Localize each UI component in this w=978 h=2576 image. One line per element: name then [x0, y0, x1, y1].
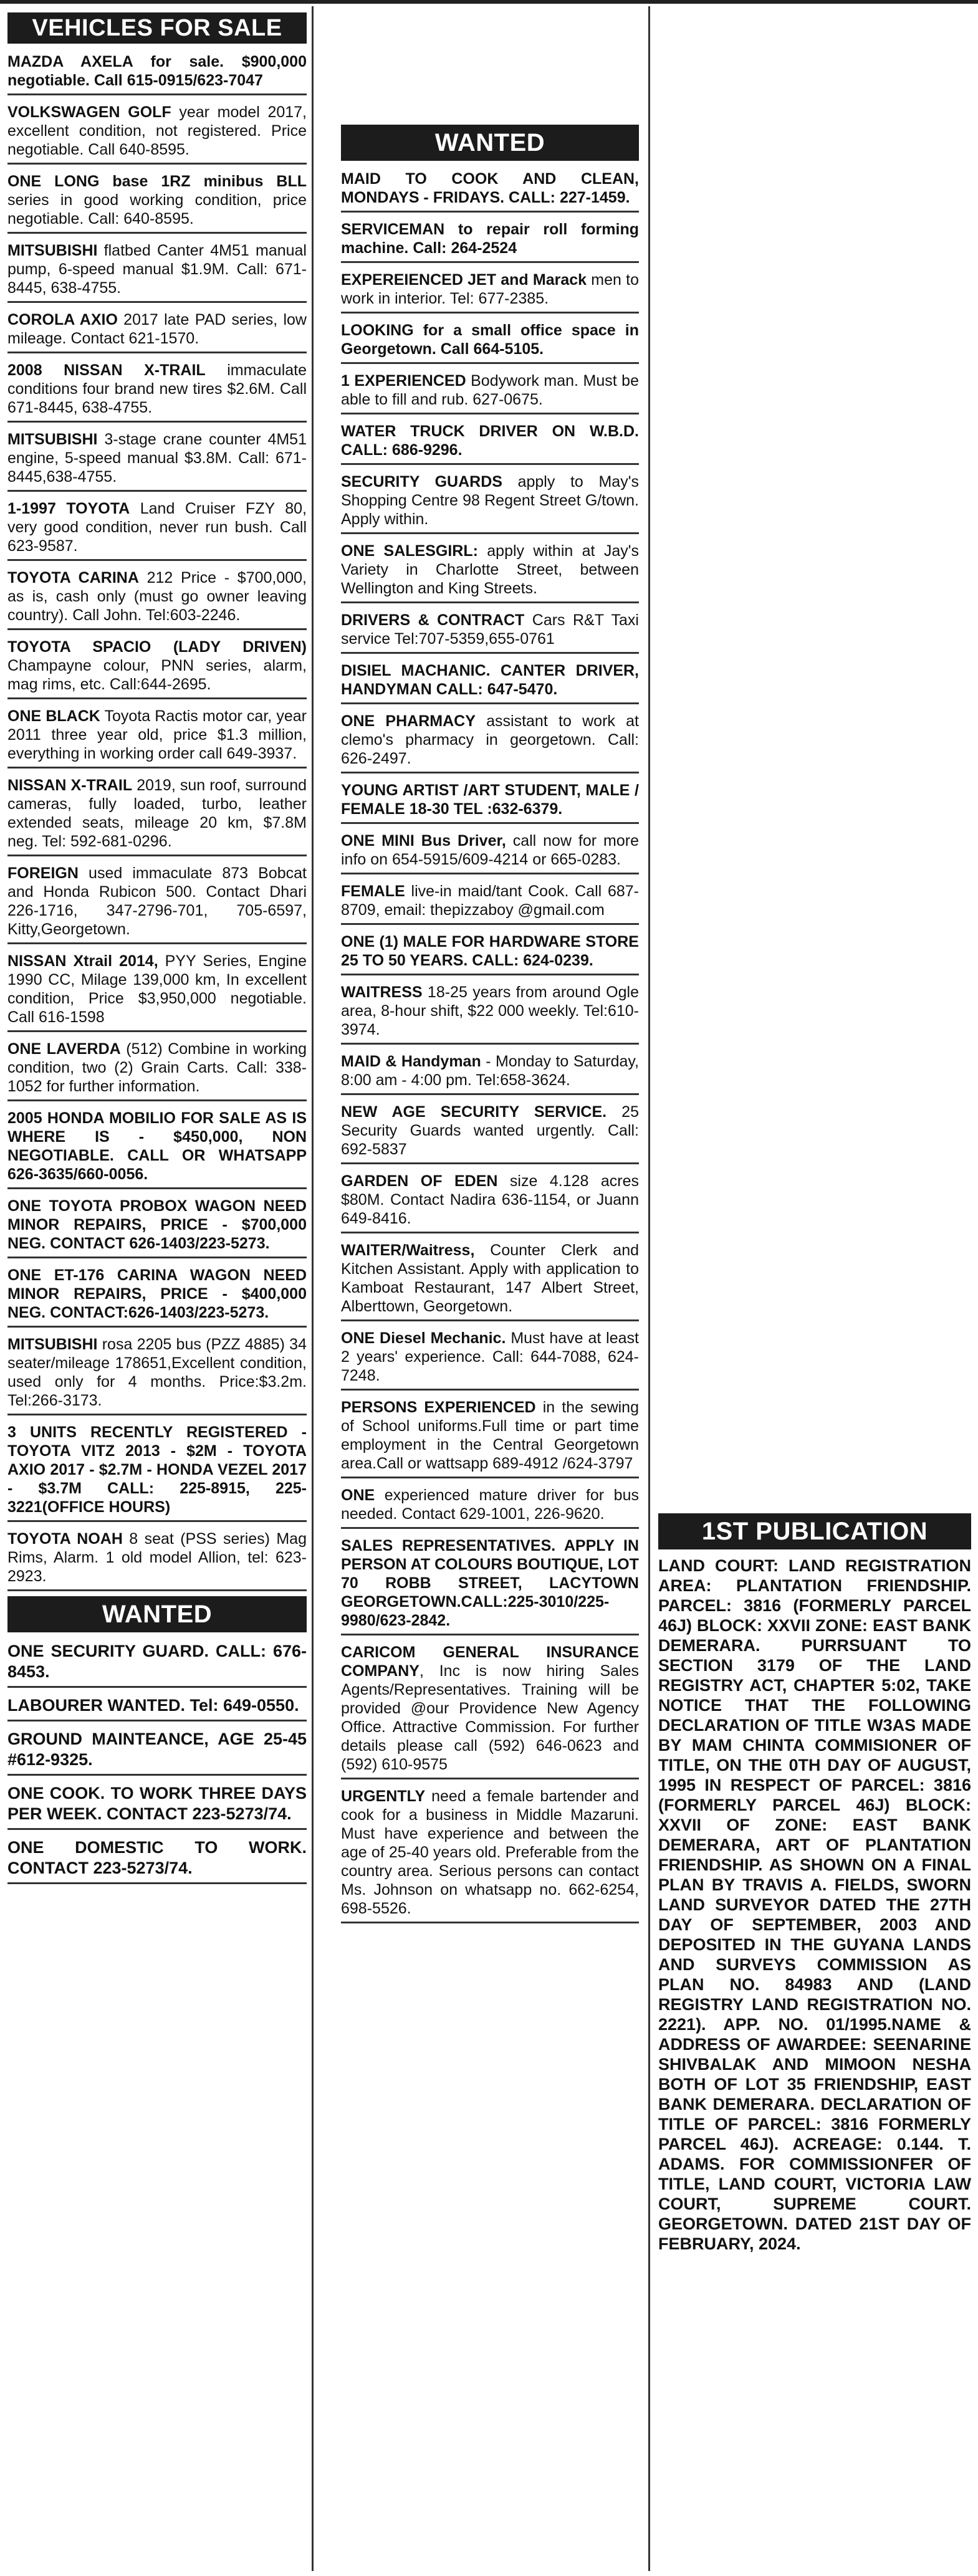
classified-ad [341, 930, 639, 975]
ad-lead: ONE SECURITY GUARD. CALL: 676-8453. [7, 1642, 307, 1681]
ad-lead: 3 UNITS RECENTLY REGISTERED - TOYOTA VITZ 2013 - $2M - TOYOTA AXIO 2017 - $2.7M - HONDA VEZEL 2017 - $3.7M CALL: 225-8915, 225-3221(OFFICE HOURS) [7, 1424, 307, 1516]
ad-lead: YOUNG ARTIST /ART STUDENT, MALE / FEMALE 18-30 TEL :632-6379. [341, 782, 639, 818]
section-heading-wanted-right: WANTED [341, 125, 639, 161]
ad-lead: MITSUBISHI [7, 431, 98, 448]
classified-ad [7, 1693, 307, 1721]
classified-ad [341, 218, 639, 263]
ad-lead: GARDEN OF EDEN [341, 1172, 498, 1190]
classified-ad [341, 879, 639, 925]
ad-lead: LABOURER WANTED. Tel: 649-0550. [7, 1696, 299, 1715]
ad-lead: MAID & Handyman [341, 1053, 481, 1070]
ad-body: flatbed Canter 4M51 manual pump, 6-speed manual $1.9M. Call: 671-8445, 638-4755. [7, 242, 307, 297]
ad-lead: MITSUBISHI [7, 1336, 98, 1353]
ad-body: Cars R&T Taxi service Tel:707-5359,655-0761 [341, 611, 639, 648]
ad-lead: ONE LAVERDA [7, 1040, 121, 1058]
classified-ad [341, 659, 639, 704]
classified-ad [341, 1238, 639, 1321]
classified-ad [341, 1396, 639, 1478]
ad-body: men to work in interior. Tel: 677-2385. [341, 271, 639, 307]
ad-body: , Inc is now hiring Sales Agents/Representatives. Training will be provided @our Providence New Agency Office. Attractive Commission. For further details please call (592) 646-0623 and (592) 610-9575 [341, 1662, 639, 1773]
classified-ad [7, 1194, 307, 1258]
classified-ad [341, 369, 639, 414]
ad-lead: DRIVERS & CONTRACT [341, 611, 525, 629]
ad-body: 3-stage crane counter 4M51 engine, 5-speed manual $3.8M. Call: 671-8445,638-4755. [7, 431, 307, 486]
classified-ad [7, 1781, 307, 1830]
classified-ad [7, 170, 307, 234]
ad-lead: DISIEL MACHANIC. CANTER DRIVER, HANDYMAN CALL: 647-5470. [341, 662, 639, 698]
classified-ad [341, 1483, 639, 1529]
classified-ad [7, 635, 307, 699]
classified-ad [341, 1640, 639, 1779]
ad-body: in the sewing of School uniforms.Full time or part time employment in the Central Georgetown area.Call or wattsapp 689-4912 /624-3797 [341, 1399, 639, 1472]
classified-ad [7, 50, 307, 95]
classified-ad [7, 308, 307, 353]
ad-body: 2017 late PAD series, low mileage. Contact 621-1570. [7, 311, 307, 347]
wanted-left-ad-list [7, 1639, 307, 1884]
ad-lead: ONE [341, 1487, 375, 1504]
classified-ad [7, 497, 307, 561]
ad-lead: ONE COOK. TO WORK THREE DAYS PER WEEK. CONTACT 223-5273/74. [7, 1784, 307, 1823]
ad-lead: ONE LONG base 1RZ minibus BLL [7, 173, 307, 190]
ad-lead: NISSAN X-TRAIL [7, 777, 133, 794]
classified-ad [7, 1037, 307, 1101]
ad-body: assistant to work at clemo's pharmacy in georgetown. Call: 626-2497. [341, 712, 639, 767]
ad-body: PYY Series, Engine 1990 CC, Milage 139,000 km, In excellent condition, Price $3,950,000 negotiable. Call 616-1598 [7, 952, 307, 1026]
ad-lead: VOLKSWAGEN GOLF [7, 103, 171, 121]
classified-ad [341, 1326, 639, 1391]
ad-body: series in good working condition, price negotiable. Call: 640-8595. [7, 191, 307, 227]
classified-ad [7, 1420, 307, 1522]
ad-body: 25 Security Guards wanted urgently. Call: 692-5837 [341, 1103, 639, 1158]
ad-lead: CARICOM GENERAL INSURANCE COMPANY [341, 1644, 639, 1680]
ad-lead: COROLA AXIO [7, 311, 118, 328]
vehicles-ad-list [7, 50, 307, 1591]
ad-body: call now for more info on 654-5915/609-4214 or 665-0283. [341, 832, 639, 868]
ad-body: - Monday to Saturday, 8:00 am - 4:00 pm. Tel:658-3624. [341, 1053, 639, 1089]
ad-lead: FEMALE [341, 883, 405, 900]
ad-lead: SECURITY GUARDS [341, 473, 502, 491]
ad-lead: ONE BLACK [7, 707, 100, 725]
ad-body: need a female bartender and cook for a business in Middle Mazaruni. Must have experience and between the age of 25-40 years old. Preferable from the country area. Serious persons can contact Ms. Johnson on whatsapp no. 662-6254, 698-5526. [341, 1788, 639, 1917]
ad-body: Champayne colour, PNN series, alarm, mag rims, etc. Call:644-2695. [7, 657, 307, 693]
top-rule [0, 0, 978, 4]
classified-ad [7, 861, 307, 944]
classified-ad [7, 949, 307, 1032]
wanted-right-ad-list [341, 167, 639, 1923]
ad-body: year model 2017, excellent condition, not registered. Price negotiable. Call 640-8595. [7, 103, 307, 158]
ad-lead: MAZDA AXELA for sale. $900,000 negotiable. Call 615-0915/623-7047 [7, 53, 307, 89]
classified-ad [341, 1050, 639, 1095]
classified-ad [7, 100, 307, 165]
classified-ad [341, 778, 639, 824]
ad-lead: ONE MINI Bus Driver, [341, 832, 506, 850]
classified-ad [341, 1784, 639, 1923]
ad-body: immaculate conditions four brand new tires $2.6M. Call 671-8445, 638-4755. [7, 362, 307, 416]
ad-body: used immaculate 873 Bobcat and Honda Rubicon 500. Contact Dhari 226-1716, 347-2796-701, 705-6597, Kitty,Georgetown. [7, 864, 307, 938]
classified-ad [341, 167, 639, 213]
classified-ad [341, 539, 639, 603]
ad-lead: WAITER/Waitress, [341, 1242, 475, 1259]
ad-lead: LOOKING for a small office space in Georgetown. Call 664-5105. [341, 322, 639, 358]
classified-ad [7, 1263, 307, 1328]
ad-lead: EXPEREIENCED JET and Marack [341, 271, 587, 289]
ad-lead: GROUND MAINTEANCE, AGE 25-45 #612-9325. [7, 1730, 307, 1769]
ad-lead: WATER TRUCK DRIVER ON W.B.D. CALL: 686-9296. [341, 423, 639, 459]
ad-lead: ONE Diesel Mechanic. [341, 1329, 506, 1347]
classified-ad [7, 1726, 307, 1776]
ad-lead: FOREIGN [7, 864, 79, 882]
ad-lead: 2008 NISSAN X-TRAIL [7, 362, 206, 379]
ad-lead: WAITRESS [341, 984, 423, 1001]
ad-body: apply within at Jay's Variety in Charlotte Street, between Wellington and King Streets. [341, 542, 640, 597]
column-divider-1 [312, 6, 314, 2571]
ad-lead: 2005 HONDA MOBILIO FOR SALE AS IS WHERE IS - $450,000, NON NEGOTIABLE. CALL OR WHATSAPP 626-3635/660-0056. [7, 1109, 307, 1183]
ad-lead: URGENTLY [341, 1788, 426, 1805]
column-left [7, 12, 307, 1889]
ad-body: Must have at least 2 years' experience. Call: 644-7088, 624-7248. [341, 1329, 639, 1384]
ad-body: (512) Combine in working condition, two (2) Grain Carts. Call: 338-1052 for further information. [7, 1040, 307, 1095]
ad-body: Toyota Ractis motor car, year 2011 three year old, price $1.3 million, everything in working order call 649-3937. [7, 707, 307, 762]
classified-ad [341, 1169, 639, 1233]
section-heading-wanted-left: WANTED [7, 1596, 307, 1632]
section-heading-vehicles: VEHICLES FOR SALE [7, 12, 307, 44]
ad-lead: SERVICEMAN to repair roll forming machine. Call: 264-2524 [341, 221, 639, 257]
ad-lead: MAID TO COOK AND CLEAN, MONDAYS - FRIDAYS. CALL: 227-1459. [341, 170, 639, 206]
ad-lead: ONE ET-176 CARINA WAGON NEED MINOR REPAIRS, PRICE - $400,000 NEG. CONTACT:626-1403/223-5273. [7, 1266, 307, 1321]
ad-body: rosa 2205 bus (PZZ 4885) 34 seater/mileage 178651,Excellent condition, used only for 4 months. Price:$3.2m. Tel:266-3173. [7, 1336, 307, 1409]
column-divider-2 [648, 6, 650, 2571]
ad-body: 212 Price - $700,000, as is, cash only (must go owner leaving country). Call John. Tel:603-2246. [7, 569, 307, 624]
classified-ad [341, 318, 639, 364]
ad-lead: 1 EXPERIENCED [341, 372, 466, 390]
ad-lead: MITSUBISHI [7, 242, 98, 259]
classified-ad [341, 1534, 639, 1635]
classified-ad [7, 1639, 307, 1688]
classified-ad [7, 358, 307, 423]
classified-ad [341, 470, 639, 534]
ad-body: size 4.128 acres $80M. Contact Nadira 636-1154, or Juann 649-8416. [341, 1172, 639, 1227]
classified-ad [7, 773, 307, 856]
ad-lead: PERSONS EXPERIENCED [341, 1399, 536, 1416]
classified-ad [341, 608, 639, 654]
section-heading-publication: 1ST PUBLICATION [658, 1513, 971, 1549]
ad-lead: TOYOTA SPACIO (LADY DRIVEN) [7, 638, 307, 656]
land-court-notice: LAND COURT: LAND REGISTRATION AREA: PLANTATION FRIENDSHIP. PARCEL: 3816 (FORMERLY PARCEL 46J) BLOCK: XXVII ZONE: EAST BANK DEMERARA. PURRSUANT TO SECTION 3179 OF THE LAND REGISTRY ACT, CHAPTER 5:02, TAKE NOTICE THAT THE FOLLOWING DECLARATION OF TITLE W3AS MADE BY MAM CHINTA COMMISIONER OF TITLE, ON THE 0TH DAY OF AUGUST, 1995 IN RESPECT OF PARCEL: 3816 (FORMERLY PARCEL 46J) BLOCK: XXVII OF ZONE: EAST BANK DEMERARA, ART OF PLANTATION FRIENDSHIP. AS SHOWN ON A FINAL PLAN BY TRAVIS A. FIELDS, SWORN LAND SURVEYOR DATED THE 27TH DAY OF SEPTEMBER, 2003 AND DEPOSITED IN THE GUYANA LANDS AND SURVEYS COMMISSION AS PLAN NO. 84983 AND (LAND REGISTRY LAND REGISTRATION NO. 2221). APP. NO. 01/1995.NAME & ADDRESS OF AWARDEE: SEENARINE SHIVBALAK AND MIMOON NESHA BOTH OF LOT 35 FRIENDSHIP, EAST BANK DEMERARA. DECLARATION OF TITLE OF PARCEL: 3816 FORMERLY PARCEL 46J). ACREAGE: 0.144. T. ADAMS. FOR COMMISSIONFER OF TITLE, LAND COURT, VICTORIA LAW COURT, SUPREME COURT. GEORGETOWN. DATED 21ST DAY OF FEBRUARY, 2024. [658, 1556, 971, 2253]
ad-body: apply to May's Shopping Centre 98 Regent Street G/town. Apply within. [341, 473, 639, 528]
ad-lead: ONE PHARMACY [341, 712, 476, 730]
classified-ad [7, 1527, 307, 1591]
ad-body: live-in maid/tant Cook. Call 687-8709, email: thepizzaboy @gmail.com [341, 883, 639, 919]
column-middle [341, 125, 639, 1928]
classified-ad [7, 704, 307, 768]
classified-ad [341, 829, 639, 874]
ad-body: 8 seat (PSS series) Mag Rims, Alarm. 1 old model Allion, tel: 623-2923. [7, 1530, 307, 1585]
classified-ad [7, 239, 307, 303]
ad-lead: 1-1997 TOYOTA [7, 500, 130, 517]
ad-lead: ONE TOYOTA PROBOX WAGON NEED MINOR REPAIRS, PRICE - $700,000 NEG. CONTACT 626-1403/223-5273. [7, 1197, 307, 1252]
ad-lead: SALES REPRESENTATIVES. APPLY IN PERSON AT COLOURS BOUTIQUE, LOT 70 ROBB STREET, LACYTOWN GEORGETOWN.CALL:225-3010/225-9980/623-2842. [341, 1537, 639, 1629]
ad-body: experienced mature driver for bus needed. Contact 629-1001, 226-9620. [341, 1487, 639, 1523]
classified-ad [7, 1333, 307, 1415]
ad-body: Bodywork man. Must be able to fill and rub. 627-0675. [341, 372, 639, 408]
ad-body: 18-25 years from around Ogle area, 8-hour shift, $22 000 weekly. Tel:610-3974. [341, 984, 639, 1038]
ad-lead: NISSAN Xtrail 2014, [7, 952, 158, 970]
ad-lead: TOYOTA CARINA [7, 569, 139, 587]
ad-body: Counter Clerk and Kitchen Assistant. Apply with application to Kamboat Restaurant, 147 Albert Street, Alberttown, Georgetown. [341, 1242, 639, 1315]
classified-ad [341, 1100, 639, 1164]
classified-ad [341, 709, 639, 773]
classified-ad [341, 980, 639, 1045]
ad-lead: TOYOTA NOAH [7, 1530, 123, 1548]
ad-lead: ONE DOMESTIC TO WORK. CONTACT 223-5273/74. [7, 1838, 307, 1877]
column-right [658, 1513, 971, 2254]
classified-ad [7, 1835, 307, 1884]
classified-ad [341, 268, 639, 314]
classified-ad [7, 1106, 307, 1189]
classified-ad [7, 428, 307, 492]
classified-ad [7, 566, 307, 630]
ad-body: Land Cruiser FZY 80, very good condition, never run bush. Call 623-9587. [7, 500, 307, 555]
classified-ad [341, 419, 639, 465]
ad-body: 2019, sun roof, surround cameras, fully loaded, turbo, leather extended seats, mileage 20 km, $7.8M neg. Tel: 592-681-0296. [7, 777, 307, 850]
ad-lead: NEW AGE SECURITY SERVICE. [341, 1103, 607, 1121]
ad-lead: ONE (1) MALE FOR HARDWARE STORE 25 TO 50 YEARS. CALL: 624-0239. [341, 933, 639, 969]
ad-lead: ONE SALESGIRL: [341, 542, 478, 560]
